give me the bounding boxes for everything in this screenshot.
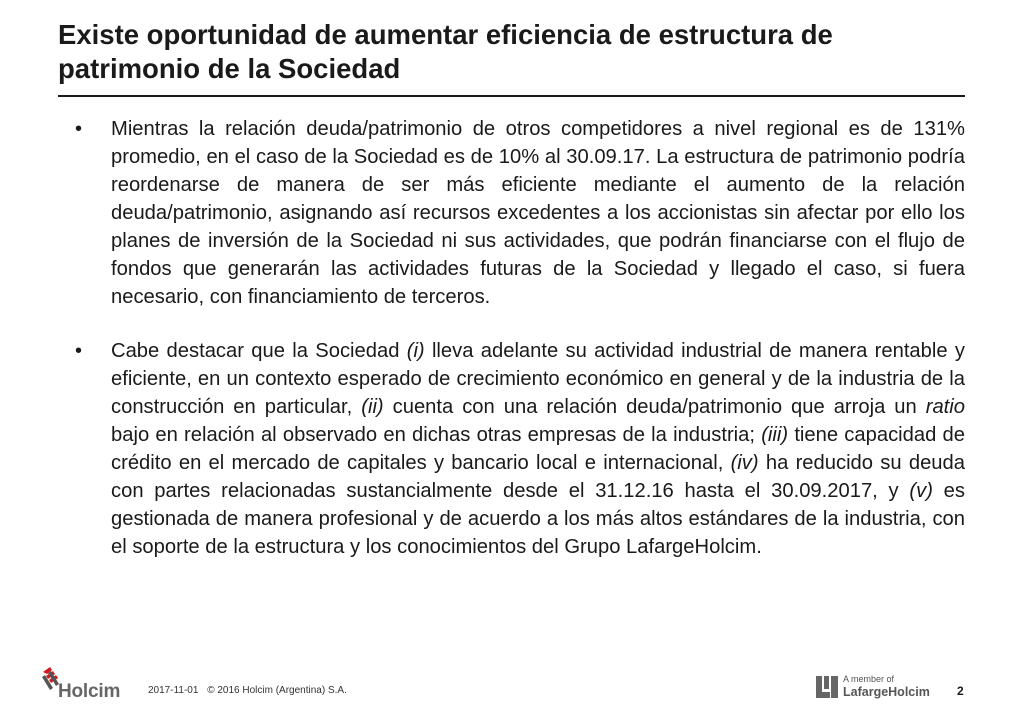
- bullet-dot: •: [75, 340, 83, 362]
- holcim-logo: [40, 664, 130, 704]
- holcim-logo-text: Holcim: [58, 681, 121, 702]
- bullet-segment: lleva adelante su actividad industrial de manera rentable y eficiente, en un contexto esperado de crecimiento económico en general y de la industria de la construcción en particular,: [111, 340, 965, 418]
- bullet-segment: ha reducido su deuda con partes relacionadas sustancialmente desde el 31.12.16 hasta el 30.09.2017, y: [111, 452, 965, 502]
- bullet-segment: bajo en relación al observado en dichas otras empresas de la industria;: [111, 424, 762, 446]
- footer-date: 2017-11-01: [148, 685, 199, 696]
- lafargeholcim-mark-icon: [816, 676, 838, 698]
- bullet-italic-segment: ratio: [925, 396, 965, 418]
- bullet-text: [111, 340, 965, 558]
- lafargeholcim-name: LafargeHolcim: [843, 685, 930, 699]
- footer-copyright: © 2016 Holcim (Argentina) S.A.: [207, 685, 347, 696]
- bullet-item: [58, 115, 965, 311]
- bullet-italic-segment: (ii): [361, 396, 384, 418]
- bullet-segment: tiene capacidad de crédito en el mercado de capitales y bancario local e internacional,: [111, 424, 965, 474]
- slide-title: Existe oportunidad de aumentar eficiencia de estructura de patrimonio de la Sociedad: [58, 19, 833, 84]
- bullet-segment: es gestionada de manera profesional y de acuerdo a los más altos estándares de la industria, con el soporte de la estructura y los conocimientos del Grupo LafargeHolcim.: [111, 480, 965, 558]
- bullet-dot: •: [75, 118, 83, 140]
- bullet-item: [58, 337, 965, 561]
- bullet-italic-segment: (i): [406, 340, 425, 362]
- bullet-segment: Cabe destacar que la Sociedad: [111, 340, 407, 362]
- page-number: 2: [957, 684, 964, 698]
- bullet-italic-segment: (iii): [761, 424, 789, 446]
- bullet-list: [58, 115, 965, 561]
- title-divider: [58, 95, 965, 97]
- footer-info: [148, 685, 353, 696]
- bullet-segment: cuenta con una relación deuda/patrimonio que arroja un: [383, 396, 926, 418]
- bullet-segment: Mientras la relación deuda/patrimonio de otros competidores a nivel regional es de 131% promedio, en el caso de la Sociedad es de 10% al 30.09.17. La estructura de patrimonio podría reordenarse de manera de ser más eficiente mediante el aumento de la relación deuda/patrimonio, asignando así recursos excedentes a los accionistas sin afectar por ello los planes de inversión de la Sociedad ni sus actividades, que podrán financiarse con el flujo de fondos que generarán las actividades futuras de la Sociedad y llegado el caso, si fuera necesario, con financiamiento de terceros.: [111, 118, 965, 308]
- bullet-italic-segment: (iv): [730, 452, 759, 474]
- lafargeholcim-tagline: A member of: [843, 674, 895, 684]
- bullet-text: [111, 118, 965, 308]
- bullet-italic-segment: (v): [909, 480, 933, 502]
- lafargeholcim-logo: [816, 672, 930, 702]
